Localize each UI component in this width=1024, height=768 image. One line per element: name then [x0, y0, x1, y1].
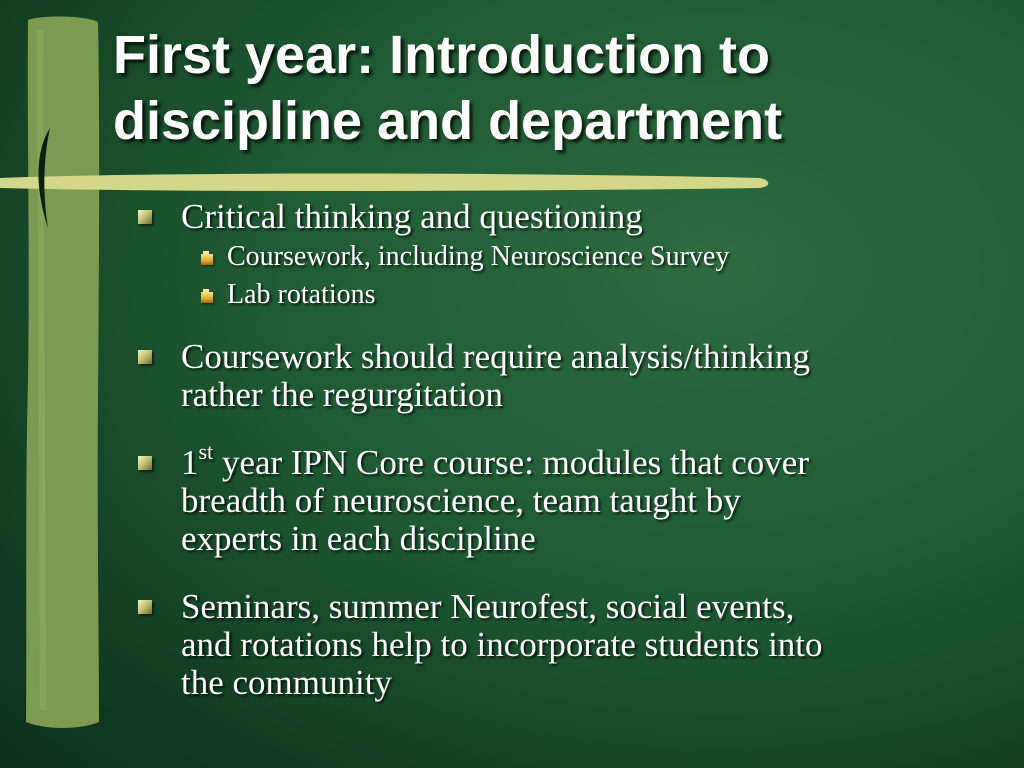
ordinal-suffix: st	[198, 439, 214, 465]
bullet-text-line: rather the regurgitation	[181, 375, 504, 414]
sub-bullet-item	[181, 278, 1015, 312]
square-bullet-icon	[138, 350, 152, 364]
bullet-text-line	[181, 439, 1015, 482]
sub-bullet-text: Coursework, including Neuroscience Survey	[227, 241, 730, 272]
bullet-text-line: Coursework should require analysis/thinking	[181, 337, 810, 376]
small-gold-block-icon	[201, 292, 213, 303]
square-bullet-icon	[138, 600, 152, 614]
title-line: First year: Introduction to	[113, 25, 771, 85]
bullet-item	[135, 338, 1015, 414]
bullet-item	[135, 439, 1015, 558]
bullet-text-rest: year IPN Core course: modules that cover	[213, 443, 809, 482]
bullet-text-line: the community	[181, 663, 392, 702]
bullet-text-line: Seminars, summer Neurofest, social events,	[181, 587, 795, 626]
square-bullet-icon	[138, 210, 152, 224]
square-bullet-icon	[138, 456, 152, 470]
title-line: discipline and department	[113, 91, 783, 151]
sub-bullet-item	[181, 240, 1015, 274]
bullet-item	[135, 198, 1015, 312]
sub-bullet-text: Lab rotations	[227, 279, 376, 310]
bullet-text-line: breadth of neuroscience, team taught by	[181, 481, 741, 520]
bullet-item	[135, 588, 1015, 702]
bullet-list	[135, 198, 1015, 732]
ordinal-number: 1	[181, 443, 199, 482]
small-gold-block-icon	[201, 254, 213, 265]
bullet-text-line: experts in each discipline	[181, 519, 536, 558]
bullet-text: Critical thinking and questioning	[181, 197, 643, 236]
bullet-text-line: and rotations help to incorporate students into	[181, 625, 823, 664]
slide-title	[113, 22, 993, 154]
